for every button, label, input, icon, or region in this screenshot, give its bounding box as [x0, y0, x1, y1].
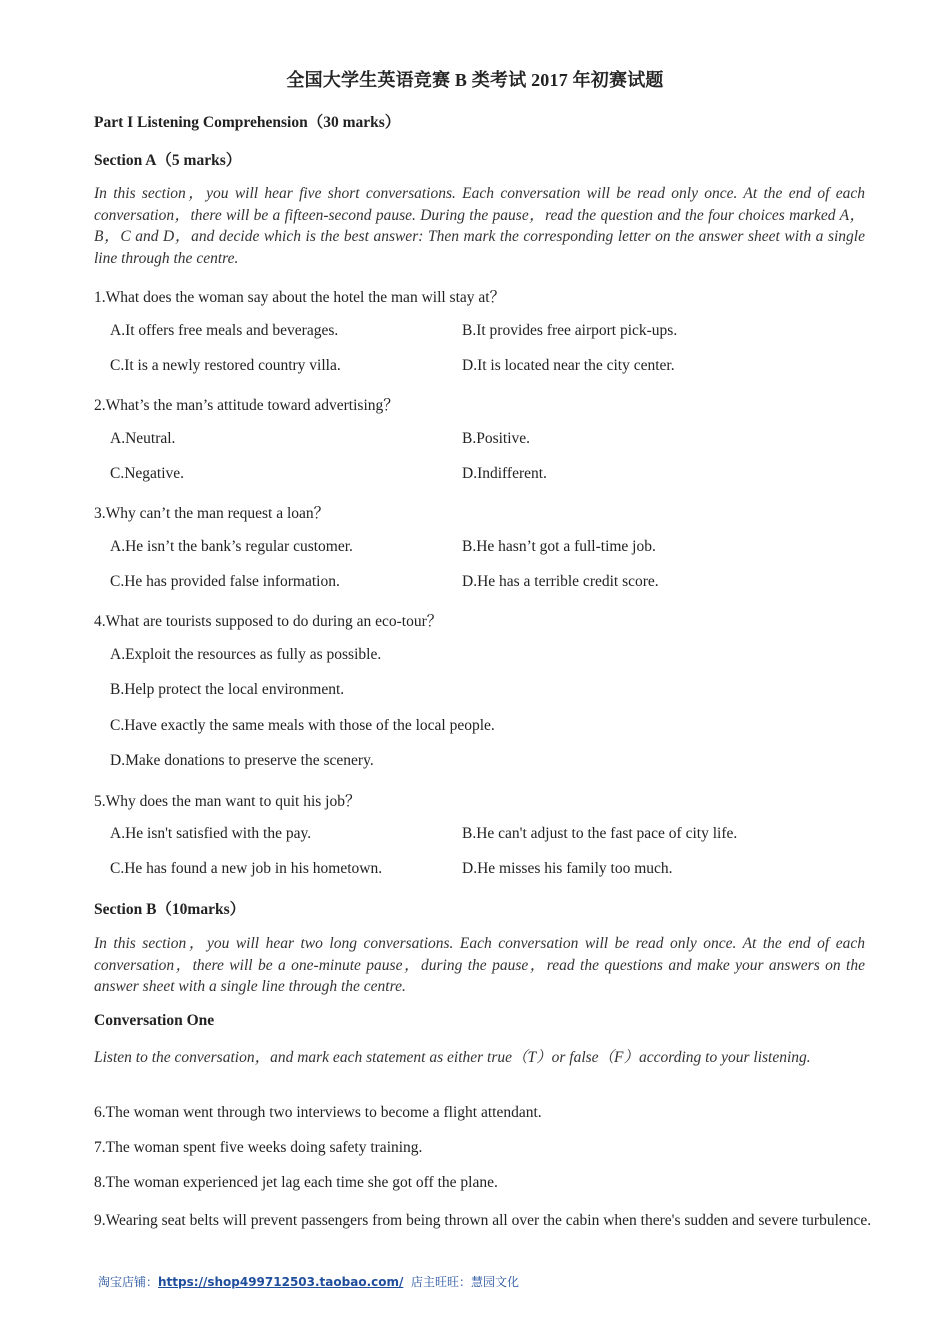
q5-option-c: C.He has found a new job in his hometown. [110, 860, 383, 877]
statement-9: 9.Wearing seat belts will prevent passengers from being thrown all over the cabin when there's sudden and severe turbulence. [94, 1212, 872, 1229]
q3-option-c: C.He has provided false information. [110, 573, 340, 590]
question-5: 5.Why does the man want to quit his job？ [94, 793, 361, 810]
q3-option-a: A.He isn’t the bank’s regular customer. [110, 538, 353, 555]
shop-link[interactable]: https://shop499712503.taobao.com/ [158, 1275, 404, 1289]
section-a-instructions: In this section，you will hear five short conversations. Each conversation will be read only once. At the end of each conversation，there will be a fifteen-second pause. During the pause，read the question and the four choices marked A，B，C and D，and decide which is the best answer: Then mark the corresponding letter on the answer sheet with a single line through the centre. [94, 185, 865, 267]
q1-option-b: B.It provides free airport pick-ups. [462, 322, 678, 339]
conversation-one-instructions: Listen to the conversation，and mark each statement as either true（T）or false（F）according to your listening. [94, 1049, 811, 1066]
question-4: 4.What are tourists supposed to do during an eco-tour？ [94, 613, 443, 630]
q2-option-a: A.Neutral. [110, 430, 176, 447]
footer-prefix: 淘宝店铺： [98, 1275, 159, 1289]
q4-option-d: D.Make donations to preserve the scenery. [110, 752, 374, 769]
q4-option-a: A.Exploit the resources as fully as possible. [110, 646, 382, 663]
section-a-heading: Section A（5 marks） [94, 152, 242, 169]
q2-option-d: D.Indifferent. [462, 465, 547, 482]
q2-option-c: C.Negative. [110, 465, 185, 482]
q4-option-b: B.Help protect the local environment. [110, 681, 345, 698]
question-1: 1.What does the woman say about the hotel the man will stay at？ [94, 289, 506, 306]
statement-8: 8.The woman experienced jet lag each time she got off the plane. [94, 1174, 498, 1191]
q3-option-b: B.He hasn’t got a full-time job. [462, 538, 656, 555]
footer-suffix: 店主旺旺：慧园文化 [403, 1275, 520, 1289]
question-3: 3.Why can’t the man request a loan？ [94, 505, 330, 522]
question-2: 2.What’s the man’s attitude toward advertising？ [94, 397, 399, 414]
q1-option-a: A.It offers free meals and beverages. [110, 322, 339, 339]
q5-option-b: B.He can't adjust to the fast pace of city life. [462, 825, 738, 842]
q1-option-c: C.It is a newly restored country villa. [110, 357, 341, 374]
q4-option-c: C.Have exactly the same meals with those of the local people. [110, 717, 495, 734]
conversation-one-heading: Conversation One [94, 1012, 215, 1029]
q1-option-d: D.It is located near the city center. [462, 357, 675, 374]
section-b-heading: Section B（10marks） [94, 901, 246, 918]
page-title: 全国大学生英语竞赛 B 类考试 2017 年初赛试题 [286, 70, 664, 90]
q3-option-d: D.He has a terrible credit score. [462, 573, 659, 590]
q2-option-b: B.Positive. [462, 430, 531, 447]
q5-option-d: D.He misses his family too much. [462, 860, 673, 877]
part-heading: Part I Listening Comprehension（30 marks） [94, 114, 401, 131]
statement-6: 6.The woman went through two interviews to become a flight attendant. [94, 1104, 542, 1121]
statement-7: 7.The woman spent five weeks doing safety training. [94, 1139, 423, 1156]
q5-option-a: A.He isn't satisfied with the pay. [110, 825, 312, 842]
footer [98, 1273, 519, 1290]
section-b-instructions: In this section，you will hear two long conversations. Each conversation will be read only once. At the end of each conversation，there will be a one-minute pause，during the pause，read the questions and make your answers on the answer sheet with a single line through the centre. [94, 935, 865, 995]
